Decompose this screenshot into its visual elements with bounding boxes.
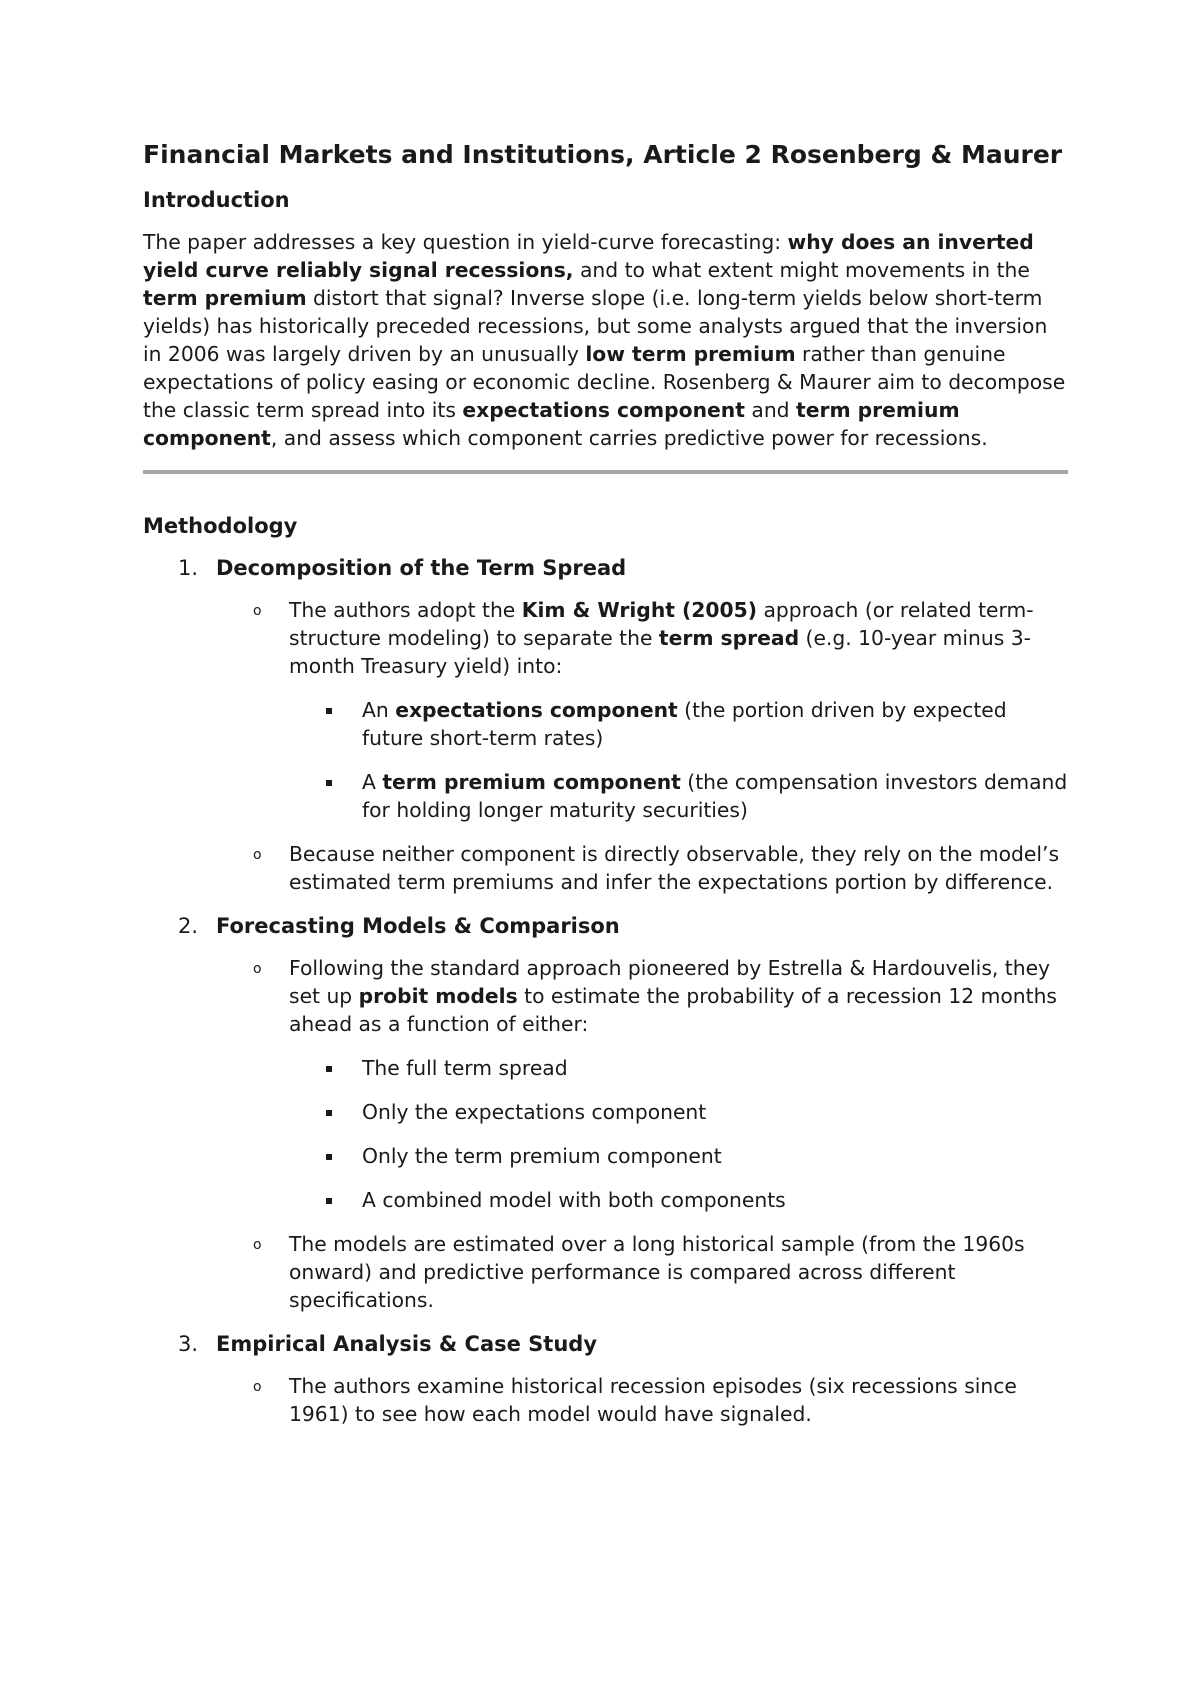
nested-item	[289, 1054, 1068, 1082]
step-heading	[143, 554, 1068, 582]
bold-text: term spread	[658, 626, 800, 650]
text-run: A	[362, 770, 383, 794]
step-heading	[143, 1330, 1068, 1358]
bold-text: probit models	[358, 984, 518, 1008]
nested-item	[289, 768, 1068, 824]
square-bullet-icon	[326, 1066, 332, 1072]
sub-item	[143, 1372, 1068, 1428]
step-heading	[143, 912, 1068, 940]
step-number: 2.	[178, 914, 199, 938]
nested-item-text	[362, 770, 1067, 822]
circle-bullet-icon: o	[253, 1379, 262, 1395]
methodology-step	[143, 554, 1068, 896]
bold-text: Kim & Wright (2005)	[521, 598, 758, 622]
bold-text: term premium component	[382, 770, 681, 794]
square-bullet-icon	[326, 1110, 332, 1116]
text-run: to estimate the probability of a recession 12 months ahead as a function of either:	[289, 984, 1057, 1036]
text-run: Following the standard approach pioneered by Estrella & Hardouvelis, they set up	[289, 956, 1051, 1008]
methodology-step	[143, 912, 1068, 1314]
bold-text: expectations component	[395, 698, 678, 722]
section-divider	[143, 470, 1068, 474]
methodology-steps	[143, 554, 1068, 1428]
nested-item	[289, 1142, 1068, 1170]
nested-item-text	[362, 1056, 568, 1080]
text-run: Because neither component is directly observable, they rely on the model’s estimated term premiums and infer the expectations portion by difference.	[289, 842, 1060, 894]
step-number: 3.	[178, 1332, 199, 1356]
text-run: The full term spread	[362, 1056, 568, 1080]
square-bullet-icon	[326, 1154, 332, 1160]
text-run: and	[744, 398, 796, 422]
sub-item-text	[289, 598, 1034, 678]
text-run: The authors adopt the	[289, 598, 522, 622]
circle-bullet-icon: o	[253, 961, 262, 977]
square-bullet-icon	[326, 780, 332, 786]
sub-item	[143, 954, 1068, 1214]
nested-item-text	[362, 698, 1007, 750]
text-run: , and assess which component carries predictive power for recessions.	[270, 426, 988, 450]
nested-item	[289, 696, 1068, 752]
circle-bullet-icon: o	[253, 1237, 262, 1253]
bold-text: low term premium	[585, 342, 796, 366]
text-run: approach (or related term-structure modeling) to separate the	[289, 598, 1034, 650]
sub-item-text	[289, 1232, 1025, 1312]
step-title: Decomposition of the Term Spread	[216, 556, 627, 580]
sub-item-text	[289, 1374, 1017, 1426]
text-run: (e.g. 10-year minus 3-month Treasury yield) into:	[289, 626, 1031, 678]
text-run: The paper addresses a key question in yield-curve forecasting:	[143, 230, 788, 254]
sub-item	[143, 840, 1068, 896]
intro-paragraph	[143, 228, 1068, 452]
sub-item	[143, 596, 1068, 824]
nested-item-text	[362, 1100, 706, 1124]
circle-bullet-icon: o	[253, 847, 262, 863]
nested-item	[289, 1186, 1068, 1214]
nested-item	[289, 1098, 1068, 1126]
text-run: distort that signal? Inverse slope (i.e. long-term yields below short-term yields) has historically preceded recessions, but some analysts argued that the inversion in 2006 was largely driven by an unusually	[143, 286, 1048, 366]
bold-text: term premium	[143, 286, 307, 310]
bold-text: term premium component	[143, 398, 960, 450]
square-bullet-icon	[326, 1198, 332, 1204]
step-title: Empirical Analysis & Case Study	[216, 1332, 598, 1356]
text-run: An	[362, 698, 396, 722]
text-run: The authors examine historical recession episodes (six recessions since 1961) to see how each model would have signaled.	[289, 1374, 1017, 1426]
intro-heading: Introduction	[143, 188, 290, 212]
nested-item-text	[362, 1144, 722, 1168]
document-title: Financial Markets and Institutions, Article 2 Rosenberg & Maurer	[143, 140, 1063, 169]
sub-item-text	[289, 842, 1059, 894]
text-run: (the portion driven by expected future short-term rates)	[362, 698, 1007, 750]
square-bullet-icon	[326, 708, 332, 714]
nested-item-text	[362, 1188, 786, 1212]
document-page	[143, 138, 1068, 1444]
step-number: 1.	[178, 556, 199, 580]
circle-bullet-icon: o	[253, 603, 262, 619]
text-run: Only the term premium component	[362, 1144, 722, 1168]
text-run: The models are estimated over a long historical sample (from the 1960s onward) and predictive performance is compared across different specifications.	[289, 1232, 1025, 1312]
sub-item-text	[289, 956, 1057, 1036]
text-run: A combined model with both components	[362, 1188, 786, 1212]
text-run: and to what extent might movements in the	[573, 258, 1030, 282]
step-title: Forecasting Models & Comparison	[216, 914, 620, 938]
methodology-heading: Methodology	[143, 514, 298, 538]
bold-text: why does an inverted yield curve reliably signal recessions,	[143, 230, 1034, 282]
text-run: Only the expectations component	[362, 1100, 707, 1124]
methodology-step	[143, 1330, 1068, 1428]
text-run: rather than genuine expectations of policy easing or economic decline. Rosenberg & Maurer aim to decompose the classic term spread into its	[143, 342, 1066, 422]
sub-item	[143, 1230, 1068, 1314]
bold-text: expectations component	[462, 398, 745, 422]
text-run: (the compensation investors demand for holding longer maturity securities)	[362, 770, 1068, 822]
